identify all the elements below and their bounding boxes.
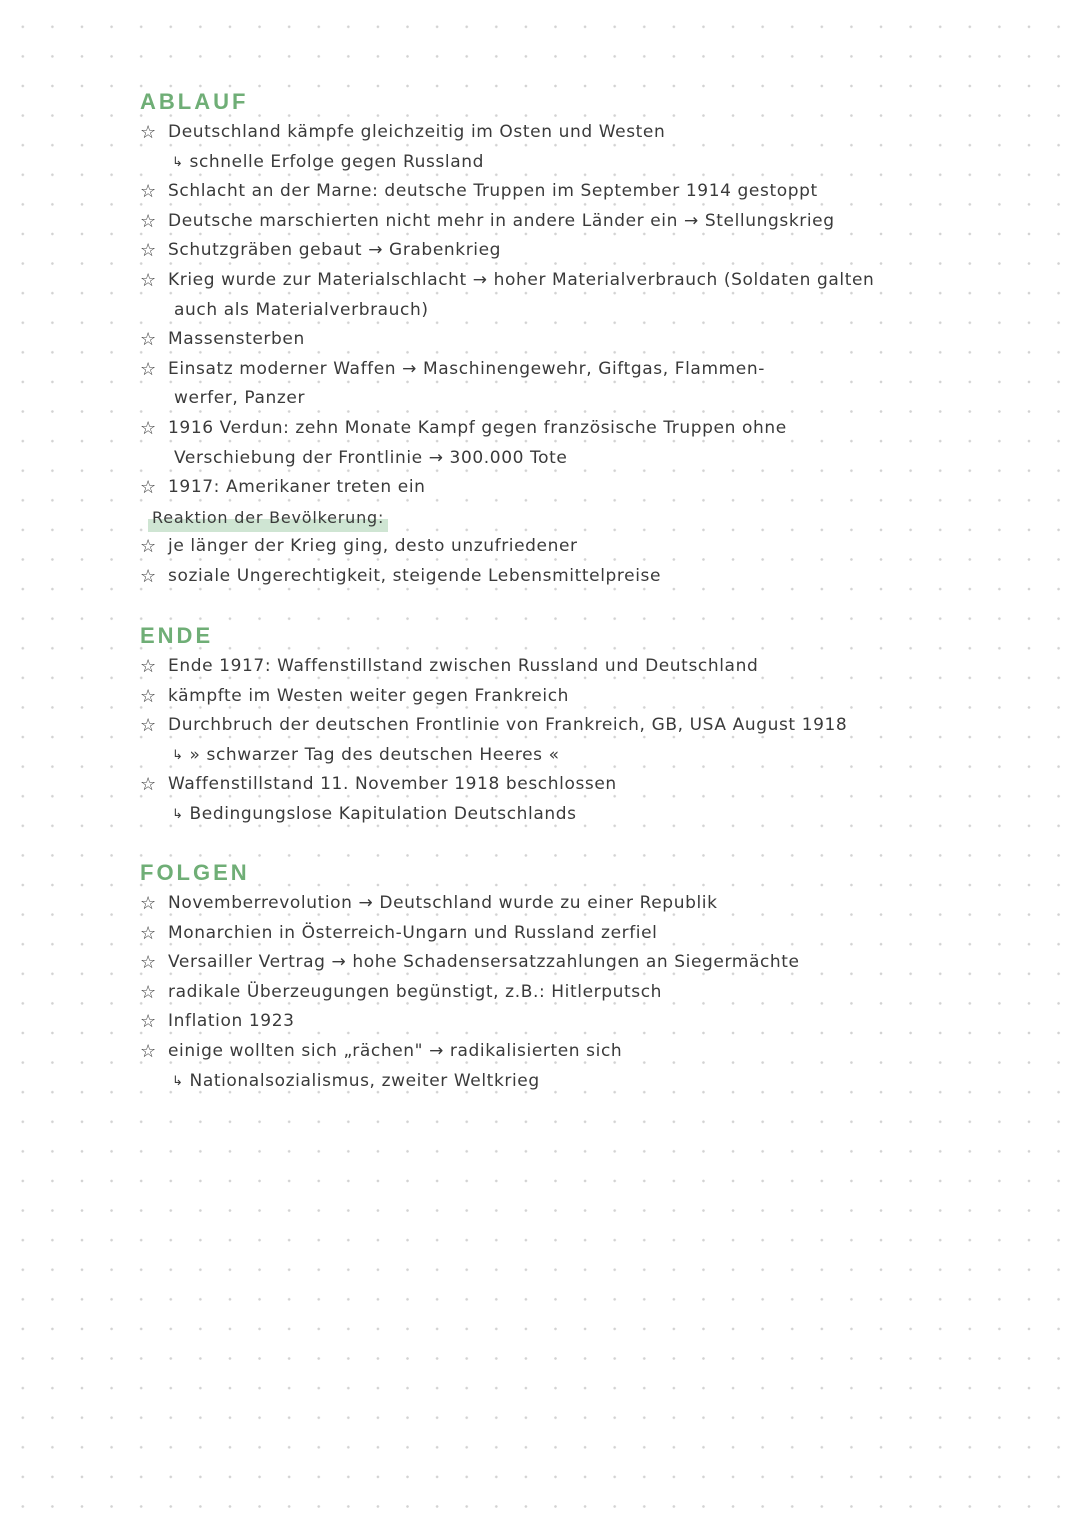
line-text: schnelle Erfolge gegen Russland (189, 151, 485, 172)
line-text: Deutschland kämpfe gleichzeitig im Osten und Westen (168, 122, 666, 142)
bullet-item (140, 118, 874, 148)
star-outline-icon: ☆ (140, 210, 157, 232)
line-text: Novemberrevolution → Deutschland wurde zu einer Republik (168, 893, 718, 913)
line-text: werfer, Panzer (174, 388, 306, 409)
star-outline-icon: ☆ (140, 122, 157, 143)
return-arrow-icon: ↳ (172, 1073, 184, 1089)
bullet-item (140, 236, 874, 266)
continuation-line (140, 384, 874, 414)
bullet-item (140, 266, 874, 296)
star-outline-icon: ☆ (140, 565, 157, 587)
line-text: 1916 Verdun: zehn Monate Kampf gegen französische Truppen ohne (168, 417, 787, 438)
line-text: Schutzgräben gebaut → Grabenkrieg (168, 240, 502, 261)
line-text: Krieg wurde zur Materialschlacht → hoher Materialverbrauch (Soldaten galten (168, 269, 875, 290)
line-text: Nationalsozialismus, zweiter Weltkrieg (189, 1070, 540, 1091)
section-title-ende: ENDE (140, 623, 214, 648)
star-outline-icon: ☆ (140, 536, 157, 558)
sub-item (140, 800, 847, 830)
section-title-ablauf: ABLAUF (140, 89, 249, 114)
star-outline-icon: ☆ (140, 685, 157, 707)
return-arrow-icon: ↳ (172, 806, 184, 822)
line-text: Bedingungslose Kapitulation Deutschlands (189, 803, 577, 824)
line-text: Einsatz moderner Waffen → Maschinengewehr, Giftgas, Flammen- (168, 358, 765, 379)
star-outline-icon: ☆ (140, 417, 157, 439)
line-text: Versailler Vertrag → hohe Schadensersatzzahlungen an Siegermächte (168, 952, 800, 973)
line-text: auch als Materialverbrauch) (174, 299, 429, 320)
line-text: Inflation 1923 (168, 1011, 295, 1032)
line-text: 1917: Amerikaner treten ein (168, 477, 426, 498)
line-text: Schlacht an der Marne: deutsche Truppen im September 1914 gestoppt (168, 181, 818, 202)
sub-item (140, 1067, 800, 1097)
star-outline-icon: ☆ (140, 774, 157, 796)
line-text: einige wollten sich „rächen" → radikalisierten sich (168, 1040, 623, 1061)
section-title-folgen: FOLGEN (140, 860, 250, 885)
star-outline-icon: ☆ (140, 329, 157, 351)
reaktion-list (140, 532, 874, 591)
continuation-line (140, 296, 874, 326)
star-outline-icon: ☆ (140, 477, 157, 499)
star-outline-icon: ☆ (140, 656, 157, 677)
section-ende (140, 620, 847, 830)
line-text: soziale Ungerechtigkeit, steigende Lebensmittelpreise (168, 565, 662, 586)
bullet-item (140, 978, 800, 1008)
star-outline-icon: ☆ (140, 715, 157, 737)
bullet-item (140, 919, 800, 949)
bullet-item (140, 325, 874, 355)
bullet-item (140, 711, 847, 741)
ablauf-list (140, 118, 874, 503)
line-text: je länger der Krieg ging, desto unzufriedener (168, 536, 578, 557)
line-text: Durchbruch der deutschen Frontlinie von Frankreich, GB, USA August 1918 (168, 715, 848, 736)
star-outline-icon: ☆ (140, 1011, 157, 1033)
sub-item (140, 148, 874, 178)
star-outline-icon: ☆ (140, 240, 157, 262)
subheading-reaktion-row (140, 503, 874, 533)
bullet-item (140, 355, 874, 385)
line-text: radikale Überzeugungen begünstigt, z.B.: Hitlerputsch (168, 981, 663, 1002)
section-ablauf (140, 86, 874, 592)
bullet-item (140, 207, 874, 237)
return-arrow-icon: ↳ (172, 747, 184, 763)
bullet-item (140, 562, 874, 592)
bullet-item (140, 682, 847, 712)
star-outline-icon: ☆ (140, 893, 157, 914)
star-outline-icon: ☆ (140, 269, 157, 291)
star-outline-icon: ☆ (140, 181, 157, 203)
line-text: Deutsche marschierten nicht mehr in andere Länder ein → Stellungskrieg (168, 210, 835, 231)
bullet-item (140, 652, 847, 682)
line-text: Ende 1917: Waffenstillstand zwischen Russland und Deutschland (168, 656, 759, 676)
line-text: Monarchien in Österreich-Ungarn und Russland zerfiel (168, 922, 658, 943)
bullet-item (140, 532, 874, 562)
star-outline-icon: ☆ (140, 952, 157, 974)
bullet-item (140, 473, 874, 503)
bullet-item (140, 948, 800, 978)
sub-item (140, 741, 847, 771)
section-folgen (140, 857, 800, 1096)
folgen-list (140, 889, 800, 1096)
bullet-item (140, 770, 847, 800)
continuation-line (140, 444, 874, 474)
star-outline-icon: ☆ (140, 358, 157, 380)
bullet-item (140, 1007, 800, 1037)
line-text: Waffenstillstand 11. November 1918 beschlossen (168, 774, 617, 795)
bullet-item (140, 1037, 800, 1067)
bullet-item (140, 889, 800, 919)
ende-list (140, 652, 847, 830)
line-text: Verschiebung der Frontlinie → 300.000 Tote (174, 447, 568, 468)
line-text: kämpfte im Westen weiter gegen Frankreich (168, 685, 570, 706)
star-outline-icon: ☆ (140, 922, 157, 944)
return-arrow-icon: ↳ (172, 154, 184, 170)
star-outline-icon: ☆ (140, 981, 157, 1003)
bullet-item (140, 414, 874, 444)
line-text: » schwarzer Tag des deutschen Heeres « (189, 744, 560, 765)
line-text: Massensterben (168, 329, 305, 350)
subheading-reaktion: Reaktion der Bevölkerung: (148, 503, 388, 533)
bullet-item (140, 177, 874, 207)
star-outline-icon: ☆ (140, 1040, 157, 1062)
